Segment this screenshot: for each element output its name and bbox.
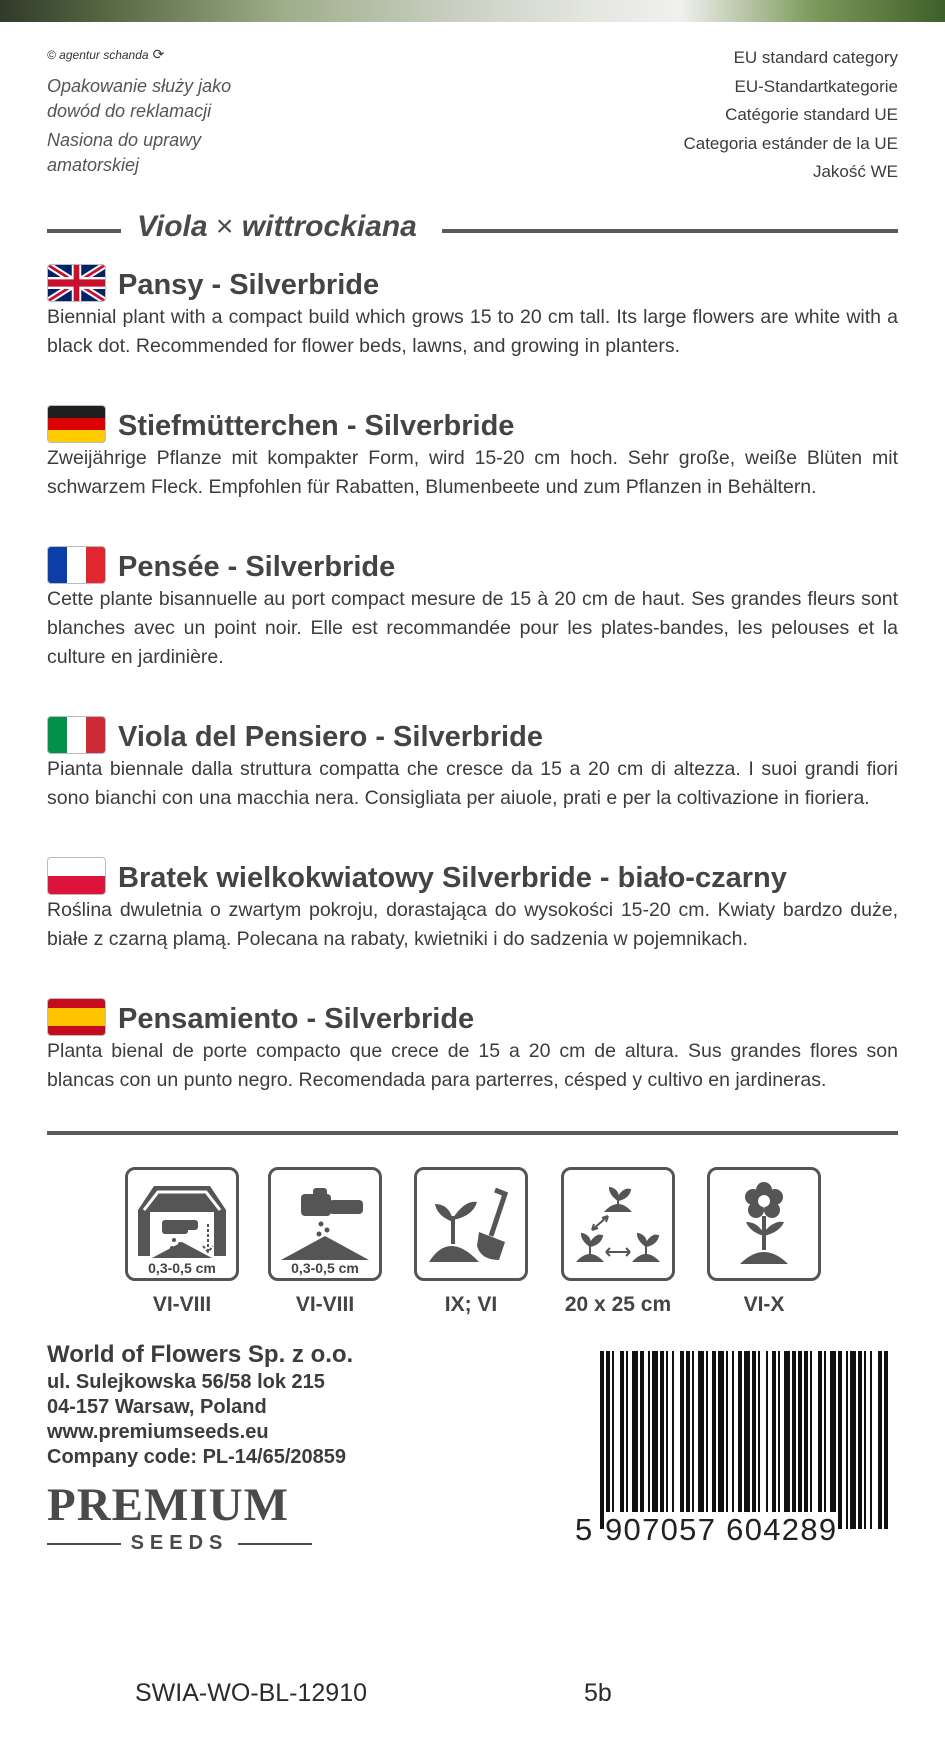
brand-line xyxy=(238,1543,312,1545)
sowing-depth-label: 0,3-0,5 cm xyxy=(148,1260,216,1276)
amateur-use-note: Nasiona do uprawy amatorskiej xyxy=(47,130,202,175)
barcode-bar xyxy=(666,1351,668,1529)
barcode-bar xyxy=(732,1351,734,1529)
barcode-bar xyxy=(884,1351,888,1529)
category-de: EU-Standartkategorie xyxy=(734,76,898,96)
icon-cell-spacing xyxy=(559,1167,677,1317)
barcode-bar xyxy=(870,1351,872,1529)
outdoor-sowing-period: VI-VIII xyxy=(295,1293,355,1316)
divider-line xyxy=(47,229,121,233)
barcode-bar xyxy=(680,1351,684,1529)
barcode-bar xyxy=(626,1351,628,1529)
category-es: Categoria estánder de la UE xyxy=(683,133,898,153)
company-info xyxy=(47,1340,353,1470)
it-flag-icon xyxy=(47,716,106,754)
eu-category-list xyxy=(683,44,898,187)
copyright-text: © agentur schanda xyxy=(47,47,149,62)
complaint-note: Opakowanie służy jako dowód do reklamacji xyxy=(47,76,232,121)
barcode-bars xyxy=(600,1351,894,1529)
barcode-bar xyxy=(606,1351,610,1529)
barcode-bar xyxy=(772,1351,776,1529)
barcode-bar xyxy=(766,1351,768,1529)
flowering-period: VI-X xyxy=(743,1293,785,1316)
lang-section-de xyxy=(47,399,898,502)
hybrid-sign: × xyxy=(215,210,234,243)
barcode-bar xyxy=(798,1351,802,1529)
print-version: 5b xyxy=(584,1679,612,1707)
lang-desc-fr: Cette plante bisannuelle au port compact mesure de 15 à 20 cm de haut. Ses grandes fleurs sont blanches avec un point noir. Elle est recommandée pour les plates-bandes, les pelouses et la culture en jardinière. xyxy=(47,588,898,668)
latin-name-row xyxy=(47,210,898,250)
barcode-bar xyxy=(778,1351,780,1529)
lang-desc-it: Pianta biennale dalla struttura compatta che cresce da 15 a 20 cm di altezza. I suoi grandi fiori sono bianchi con una macchia nera. Consigliata per aiuole, prati e per la coltivazione in fioriera. xyxy=(47,758,898,809)
barcode-bar xyxy=(648,1351,650,1529)
es-flag-icon xyxy=(47,998,106,1036)
agency-logo-icon: ⟳ xyxy=(152,46,165,62)
company-code: Company code: PL-14/65/20859 xyxy=(47,1446,347,1468)
barcode-bar xyxy=(640,1351,644,1529)
plant-spacing-icon xyxy=(561,1167,675,1281)
section-divider xyxy=(47,1131,898,1135)
brand-logo xyxy=(47,1480,312,1555)
barcode-bar xyxy=(818,1351,822,1529)
barcode-bar xyxy=(824,1351,826,1529)
latin-name xyxy=(137,210,417,244)
greenhouse-sowing-icon xyxy=(125,1167,239,1281)
company-name: World of Flowers Sp. z o.o. xyxy=(47,1341,354,1368)
lang-title-fr: Pensée - Silverbride xyxy=(118,551,396,583)
cultivation-icons xyxy=(123,1167,843,1327)
lang-title-es: Pensamiento - Silverbride xyxy=(118,1003,475,1035)
lang-section-en xyxy=(47,258,898,361)
barcode-first-digit: 5 xyxy=(575,1512,596,1548)
icon-cell-flowering xyxy=(705,1167,823,1317)
barcode-bar xyxy=(692,1351,694,1529)
company-street: ul. Sulejkowska 56/58 lok 215 xyxy=(47,1371,325,1393)
barcode-bar xyxy=(686,1351,690,1529)
lang-section-es xyxy=(47,992,898,1095)
barcode-bar xyxy=(632,1351,638,1529)
icon-cell-outdoor xyxy=(266,1167,384,1317)
latin-species: wittrockiana xyxy=(241,210,417,243)
icon-cell-transplant xyxy=(412,1167,530,1317)
barcode-bar xyxy=(712,1351,716,1529)
category-pl: Jakość WE xyxy=(812,162,898,181)
packaging-notes xyxy=(47,74,267,182)
de-flag-icon xyxy=(47,405,106,443)
barcode-bar xyxy=(660,1351,664,1529)
transplanting-icon xyxy=(414,1167,528,1281)
barcode-bar xyxy=(830,1351,836,1529)
barcode-bar xyxy=(620,1351,624,1529)
barcode-bar xyxy=(850,1351,856,1529)
lang-title-de: Stiefmütterchen - Silverbride xyxy=(118,410,515,442)
uk-flag-icon xyxy=(47,264,106,302)
barcode-bar xyxy=(672,1351,674,1529)
barcode-bar xyxy=(706,1351,708,1529)
sowing-depth-label: 0,3-0,5 cm xyxy=(291,1260,359,1276)
latin-genus: Viola xyxy=(137,210,208,243)
barcode-bar xyxy=(718,1351,724,1529)
pl-flag-icon xyxy=(47,857,106,895)
outdoor-sowing-icon xyxy=(268,1167,382,1281)
barcode-bar xyxy=(864,1351,866,1529)
lang-section-pl xyxy=(47,851,898,954)
fr-flag-icon xyxy=(47,546,106,584)
divider-line xyxy=(442,229,898,233)
lang-section-it xyxy=(47,710,898,813)
barcode-bar xyxy=(744,1351,750,1529)
barcode-bar xyxy=(752,1351,756,1529)
lang-desc-de: Zweijährige Pflanze mit kompakter Form, wird 15-20 cm hoch. Sehr große, weiße Blüten mit schwarzem Fleck. Empfohlen für Rabatten, Blumenbeete und zum Pflanzen in Behältern. xyxy=(47,447,898,498)
lang-title-pl: Bratek wielkokwiatowy Silverbride - biało-czarny xyxy=(118,862,787,894)
brand-main-text: PREMIUM xyxy=(47,1479,289,1531)
barcode-digits: 907057 604289 xyxy=(605,1512,838,1547)
product-code: SWIA-WO-BL-12910 xyxy=(135,1679,368,1707)
barcode-bar xyxy=(726,1351,728,1529)
barcode-bar xyxy=(858,1351,862,1529)
lang-title-it: Viola del Pensiero - Silverbride xyxy=(118,721,543,753)
transplanting-period: IX; VI xyxy=(444,1293,498,1316)
lang-desc-pl: Roślina dwuletnia o zwartym pokroju, dorastająca do wysokości 15-20 cm. Kwiaty bardzo duże, białe z czarną plamą. Polecana na rabaty, kwietniki i do sadzenia w pojemnikach. xyxy=(47,899,898,950)
lang-section-fr xyxy=(47,540,898,672)
barcode-bar xyxy=(600,1351,604,1529)
header-photo-strip xyxy=(0,0,945,22)
icon-cell-greenhouse xyxy=(123,1167,241,1317)
barcode-bar xyxy=(792,1351,796,1529)
barcode-bar xyxy=(652,1351,658,1529)
barcode-bar xyxy=(878,1351,882,1529)
plant-spacing-value: 20 x 25 cm xyxy=(564,1293,672,1316)
barcode-bar xyxy=(698,1351,704,1529)
greenhouse-sowing-period: VI-VIII xyxy=(152,1293,212,1316)
category-fr: Catégorie standard UE xyxy=(725,105,898,124)
barcode-bar xyxy=(784,1351,790,1529)
copyright-notice xyxy=(47,46,164,63)
lang-title-en: Pansy - Silverbride xyxy=(118,269,380,301)
brand-sub-text: SEEDS xyxy=(130,1532,229,1554)
barcode-bar xyxy=(804,1351,808,1529)
barcode-bar xyxy=(758,1351,760,1529)
barcode-bar xyxy=(738,1351,742,1529)
brand-line xyxy=(47,1543,121,1545)
barcode-bar xyxy=(838,1351,842,1529)
category-en: EU standard category xyxy=(733,48,898,67)
lang-desc-es: Planta bienal de porte compacto que crece de 15 a 20 cm de altura. Sus grandes flores son blancas con un punto negro. Recomendada para parterres, césped y cultivo en jardineras. xyxy=(47,1040,898,1091)
flowering-icon xyxy=(707,1167,821,1281)
company-city: 04-157 Warsaw, Poland xyxy=(47,1396,267,1418)
ean-barcode xyxy=(575,1351,895,1547)
barcode-bar xyxy=(612,1351,614,1529)
barcode-bar xyxy=(846,1351,848,1529)
barcode-bar xyxy=(810,1351,812,1529)
company-website[interactable]: www.premiumseeds.eu xyxy=(47,1421,269,1443)
lang-desc-en: Biennial plant with a compact build which grows 15 to 20 cm tall. Its large flowers are white with a black dot. Recommended for flower beds, lawns, and growing in planters. xyxy=(47,306,898,357)
